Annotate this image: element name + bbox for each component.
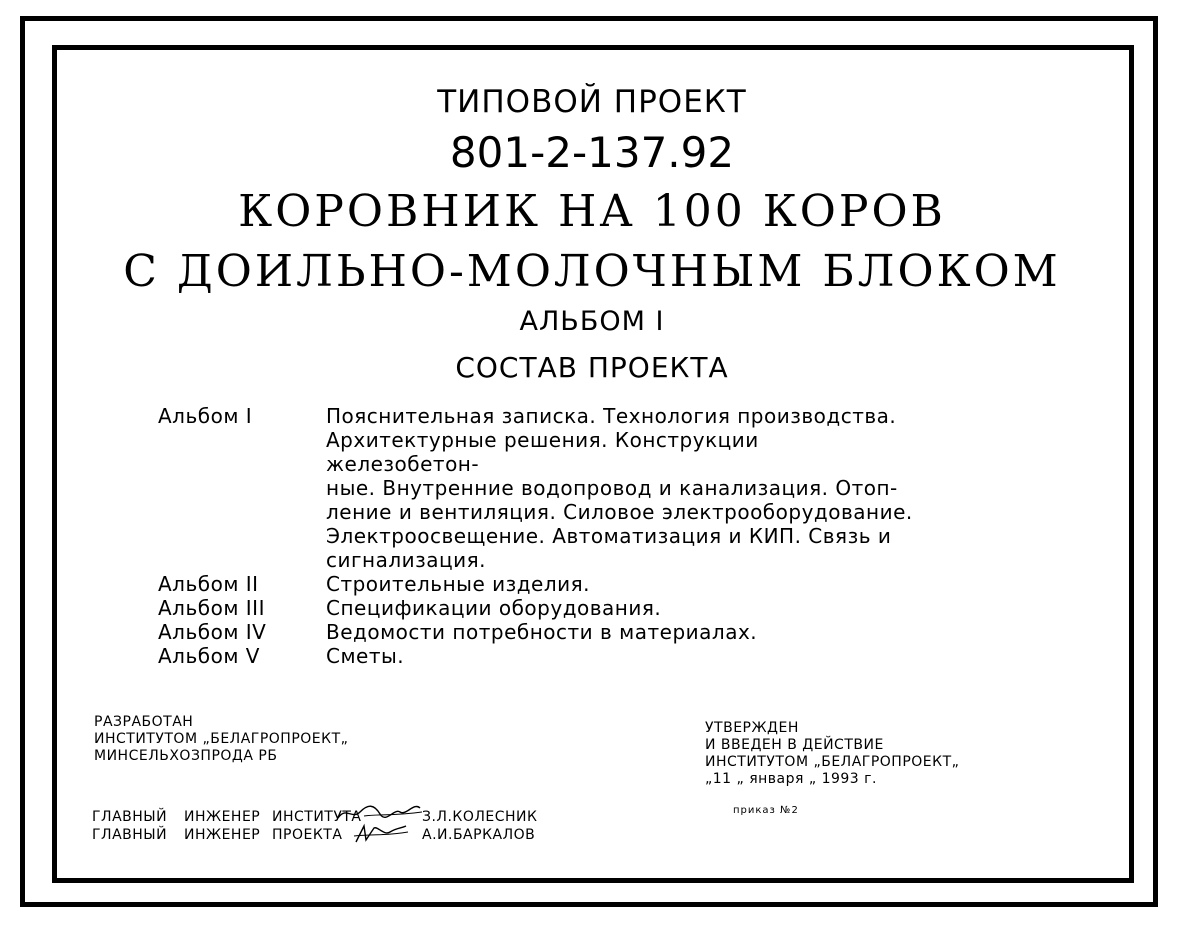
signature-institute-icon	[334, 800, 424, 824]
album-row	[158, 644, 918, 668]
signature-row-chief-engineer-institute	[92, 808, 537, 826]
role-word: ПРОЕКТА	[272, 827, 343, 843]
album-name: Альбом I	[158, 404, 253, 428]
album-row	[158, 620, 918, 644]
developer-block: РАЗРАБОТАН ИНСТИТУТОМ „БЕЛАГРОПРОЕКТ„ МИНСЕЛЬХОЗПРОДА РБ	[94, 714, 349, 764]
album-list	[158, 404, 918, 668]
project-type-heading: ТИПОВОЙ ПРОЕКТ	[437, 84, 747, 120]
role-word: ИНЖЕНЕР	[184, 827, 261, 843]
role-word: ИНСТИТУТА	[272, 809, 362, 825]
album-name: Альбом V	[158, 644, 260, 668]
title-line-1: КОРОВНИК НА 100 КОРОВ	[238, 186, 946, 237]
album-row	[158, 572, 918, 596]
project-number: 801-2-137.92	[449, 128, 735, 177]
signer-name: А.И.БАРКАЛОВ	[422, 827, 536, 843]
order-number: приказ №2	[733, 805, 799, 816]
album-description: Сметы.	[326, 644, 405, 668]
title-line-2: С ДОИЛЬНО-МОЛОЧНЫМ БЛОКОМ	[123, 246, 1061, 297]
section-heading: СОСТАВ ПРОЕКТА	[455, 351, 729, 384]
signature-row-chief-engineer-project	[92, 826, 535, 844]
album-description: Спецификации оборудования.	[326, 596, 662, 620]
album-name: Альбом II	[158, 572, 259, 596]
role-word: ГЛАВНЫЙ	[92, 809, 168, 825]
album-heading: АЛЬБОМ I	[519, 306, 665, 337]
album-description: Строительные изделия.	[326, 572, 591, 596]
role-word: ИНЖЕНЕР	[184, 809, 261, 825]
role-word: ГЛАВНЫЙ	[92, 827, 168, 843]
album-row	[158, 404, 918, 572]
album-description: Ведомости потребности в материалах.	[326, 620, 758, 644]
album-name: Альбом III	[158, 596, 265, 620]
signature-project-icon	[350, 822, 410, 848]
signer-name: З.Л.КОЛЕСНИК	[422, 809, 538, 825]
album-row	[158, 596, 918, 620]
album-name: Альбом IV	[158, 620, 267, 644]
album-description: Пояснительная записка. Технология производства. Архитектурные решения. Конструкции железобетон- ные. Внутренние водопровод и канализация. Отоп- ление и вентиляция. Силовое электрооборудование. Электроосвещение. Автоматизация и КИП. Связь и сигнализация.	[326, 404, 913, 572]
approval-block: УТВЕРЖДЕН И ВВЕДЕН В ДЕЙСТВИЕ ИНСТИТУТОМ „БЕЛАГРОПРОЕКТ„ „11 „ января „ 1993 г.	[705, 720, 960, 787]
